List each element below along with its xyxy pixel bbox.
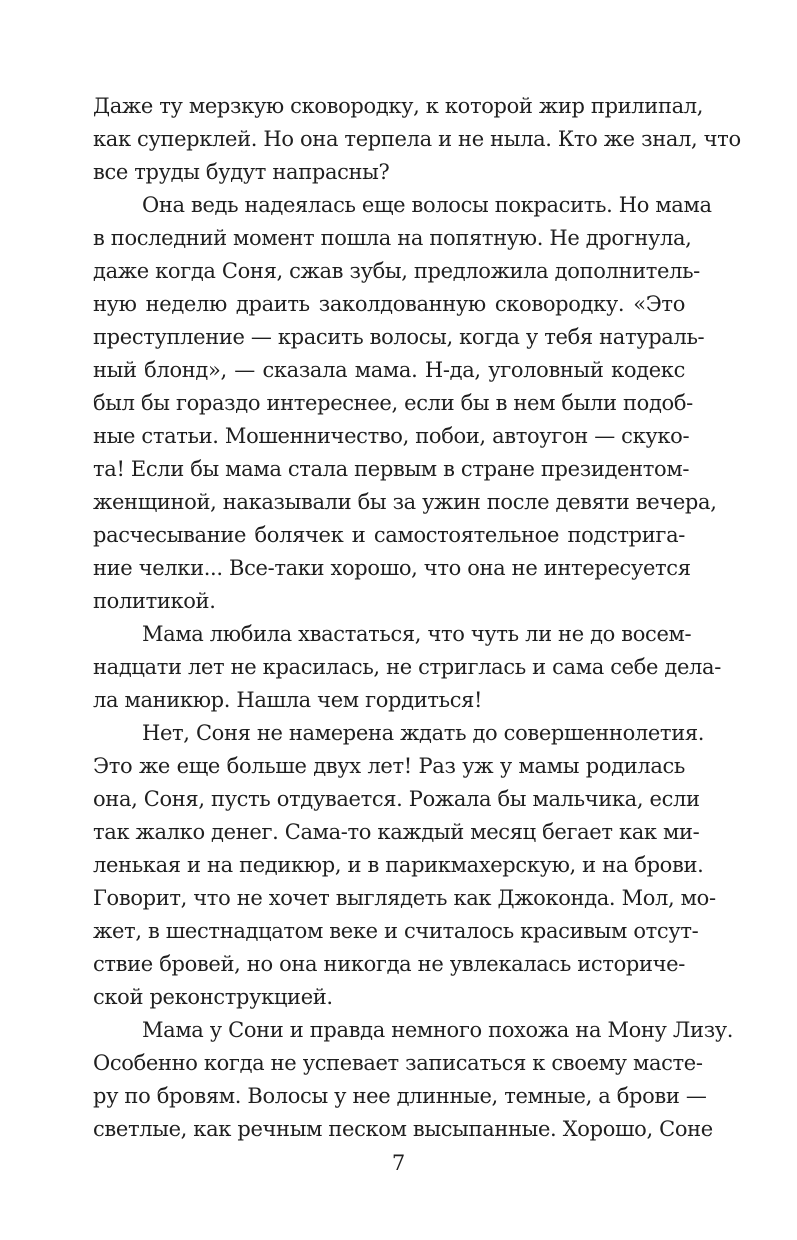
text-line: ние челки... Все-таки хорошо, что она не интересуется: [93, 556, 691, 580]
text-line: Особенно когда не успевает записаться к своему масте-: [93, 1051, 703, 1075]
paragraph-start-line: Мама любила хвастаться, что чуть ли не до восем-: [142, 622, 692, 646]
text-line: ные статьи. Мошенничество, побои, автоугон — скуко-: [93, 424, 690, 448]
text-line: ленькая и на педикюр, и в парикмахерскую, и на брови.: [93, 853, 704, 877]
text-line: женщиной, наказывали бы за ужин после девяти вечера,: [93, 490, 717, 514]
text-line: ла маникюр. Нашла чем гордиться!: [93, 688, 483, 712]
text-line: Говорит, что не хочет выглядеть как Джоконда. Мол, мо-: [93, 886, 716, 910]
text-line: расчесывание болячек и самостоятельное подстрига-: [93, 523, 685, 547]
text-line: ную неделю драить заколдованную сковородку. «Это: [93, 292, 685, 316]
paragraph-start-line: Мама у Сони и правда немного похожа на Мону Лизу.: [142, 1018, 734, 1042]
text-line: преступление — красить волосы, когда у тебя натураль-: [93, 325, 705, 349]
text-line: так жалко денег. Сама-то каждый месяц бегает как ми-: [93, 820, 700, 844]
text-line: ствие бровей, но она никогда не увлекалась историче-: [93, 952, 685, 976]
text-line: был бы гораздо интереснее, если бы в нем были подоб-: [93, 391, 693, 415]
text-line: Это же еще больше двух лет! Раз уж у мамы родилась: [93, 754, 685, 778]
text-line: ный блонд», — сказала мама. Н-да, уголовный кодекс: [93, 358, 685, 382]
text-line: жет, в шестнадцатом веке и считалось красивым отсут-: [93, 919, 699, 943]
paragraph-start-line: Нет, Соня не намерена ждать до совершеннолетия.: [142, 721, 705, 745]
text-line: светлые, как речным песком высыпанные. Хорошо, Соне: [93, 1117, 713, 1141]
text-line: Даже ту мерзкую сковородку, к которой жир прилипал,: [93, 94, 704, 118]
text-line: ской реконструкцией.: [93, 985, 333, 1009]
book-page: [93, 91, 741, 1151]
text-line: ру по бровям. Волосы у нее длинные, темные, а брови —: [93, 1084, 707, 1108]
text-line: как суперклей. Но она терпела и не ныла. Кто же знал, что: [93, 127, 741, 151]
page-number: 7: [391, 1151, 406, 1175]
paragraph-start-line: Она ведь надеялась еще волосы покрасить. Но мама: [142, 193, 712, 217]
text-line: в последний момент пошла на попятную. Не дрогнула,: [93, 226, 692, 250]
text-line: даже когда Соня, сжав зубы, предложила дополнитель-: [93, 259, 700, 283]
text-line: все труды будут напрасны?: [93, 160, 390, 184]
text-line: политикой.: [93, 589, 216, 613]
text-line: та! Если бы мама стала первым в стране президентом-: [93, 457, 690, 481]
text-line: надцати лет не красилась, не стриглась и сама себе дела-: [93, 655, 721, 679]
text-line: она, Соня, пусть отдувается. Рожала бы мальчика, если: [93, 787, 700, 811]
